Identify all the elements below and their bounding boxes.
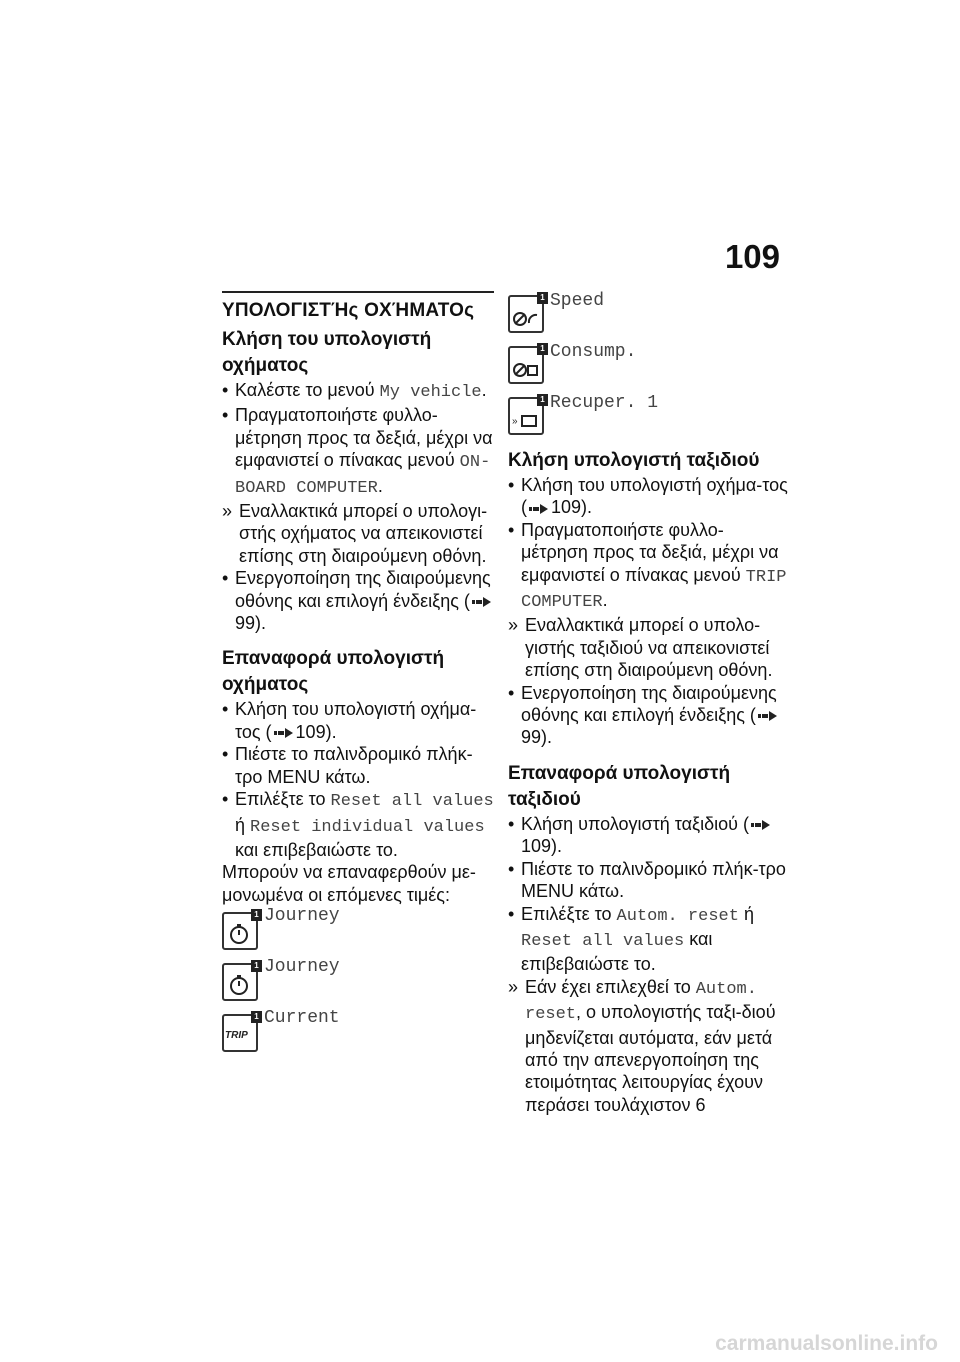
list-item: • Πραγματοποιήστε φυλλο-μέτρηση προς τα δεξιά, μέχρι να εμφανιστεί ο πίνακας μενού TRIP COMPUTER.: [508, 519, 787, 613]
heading-call-vehicle-computer: Κλήση του υπολογιστή οχήματος: [222, 329, 432, 376]
svg-text:»: »: [512, 416, 518, 427]
result-arrow-icon: »: [508, 615, 519, 636]
bullet-icon: •: [222, 405, 229, 426]
stopwatch-icon: 1: [222, 912, 258, 950]
paragraph: Μπορούν να επαναφερθούν με-μονωμένα οι επόμενες τιμές:: [222, 862, 476, 905]
bullet-icon: •: [508, 519, 515, 540]
bullet-icon: •: [222, 699, 229, 720]
page-number: 109: [724, 238, 780, 275]
list-item: • Κλήση του υπολογιστή οχήμα-τος ( 109).: [222, 699, 477, 742]
value-label: Consump.: [550, 342, 637, 362]
bullet-icon: •: [508, 903, 515, 924]
list-item: • Ενεργοποίηση της διαιρούμενης οθόνης και επιλογή ένδειξης (99).: [508, 682, 777, 748]
heading-call-trip-computer: Κλήση υπολογιστή ταξιδιού: [508, 450, 760, 471]
value-label: Journey: [264, 957, 340, 978]
value-row-journey: [222, 906, 494, 957]
bullet-icon: •: [508, 858, 515, 879]
bullet-icon: •: [222, 744, 229, 765]
list-item: • Πραγματοποιήστε φυλλο-μέτρηση προς τα δεξιά, μέχρι να εμφανιστεί ο πίνακας μενού ON-BOARD COMPUTER.: [222, 405, 493, 498]
page-ref-arrow-icon: [472, 596, 492, 608]
bullet-icon: •: [222, 380, 229, 400]
page-ref-link[interactable]: 109: [521, 836, 552, 857]
bullet-icon: •: [222, 568, 229, 589]
list-item: • Επιλέξτε το Autom. reset ή Reset all values και επιβεβαιώστε το.: [508, 903, 754, 975]
section-title: ΥΠΟΛΟΓΙΣΤΉς ΟΧΉΜΑΤΟς: [222, 300, 475, 321]
bullet-icon: •: [508, 475, 515, 495]
bullet-icon: •: [508, 682, 515, 703]
trip-icon: TRIP 1: [222, 1014, 258, 1052]
value-label: Current: [264, 1008, 340, 1029]
value-label: Journey: [264, 906, 340, 927]
value-row-current: [222, 1008, 494, 1059]
list-item: • Ενεργοποίηση της διαιρούμενης οθόνης και επιλογή ένδειξης (99).: [222, 568, 491, 634]
list-item: • Κλήση του υπολογιστή οχήμα-τος ( 109).: [508, 475, 788, 518]
list-item: » Εναλλακτικά μπορεί ο υπολο-γιστής ταξιδιού να απεικονιστεί επίσης στη διαιρούμενη οθόνη.: [508, 615, 773, 681]
page-ref-arrow-icon: [758, 710, 778, 722]
page-ref-link[interactable]: 109: [551, 497, 582, 518]
page-ref-link[interactable]: 99: [521, 727, 542, 748]
value-row-consumption: [508, 342, 790, 393]
list-item: • Κλήση υπολογιστή ταξιδιού (109).: [508, 813, 790, 858]
right-column: [508, 291, 790, 1116]
heading-reset-vehicle-computer: Επαναφορά υπολογιστή οχήματος: [222, 648, 445, 696]
list-item: • Πιέστε το παλινδρομικό πλήκ-τρο MENU κάτω.: [222, 744, 473, 787]
left-column: [222, 291, 494, 1059]
value-row-speed: [508, 291, 790, 342]
result-arrow-icon: »: [222, 501, 233, 522]
list-item: • Επιλέξτε το Reset all values ή Reset individual values και επιβεβαιώστε το.: [222, 789, 494, 860]
heading-reset-trip-computer: Επαναφορά υπολογιστή ταξιδιού: [508, 762, 731, 810]
value-row-journey: [222, 957, 494, 1008]
recuperation-icon: » 1: [508, 397, 544, 435]
result-arrow-icon: »: [508, 976, 519, 997]
value-label: Speed: [550, 291, 605, 311]
page-ref-link[interactable]: 99: [235, 613, 256, 634]
value-row-recuperation: [508, 393, 790, 444]
stopwatch-icon: 1: [222, 963, 258, 1001]
watermark: carmanualsonline.info: [715, 1332, 938, 1355]
list-item: • Πιέστε το παλινδρομικό πλήκ-τρο MENU κάτω.: [508, 858, 786, 902]
bullet-icon: •: [222, 789, 229, 810]
speed-icon: 1: [508, 295, 544, 333]
page-ref-link[interactable]: 109: [295, 721, 326, 742]
list-item: • Καλέστε το μενού My vehicle.: [222, 380, 487, 402]
list-item: » Εναλλακτικά μπορεί ο υπολογι-στής οχήματος να απεικονιστεί επίσης στη διαιρούμενη οθόνη.: [222, 501, 488, 566]
page-ref-arrow-icon: [529, 503, 549, 515]
page-ref-arrow-icon: [751, 819, 771, 831]
value-label: Recuper. 1: [550, 393, 659, 413]
page-ref-arrow-icon: [274, 727, 294, 739]
consumption-icon: 1: [508, 346, 544, 384]
bullet-icon: •: [508, 813, 515, 834]
list-item: » Εάν έχει επιλεχθεί το Autom. reset, ο υπολογιστής ταξι-διού μηδενίζεται αυτόματα, εάν μετά από την απενεργοποίηση της ετοιμότητας λειτουργίας έχουν περάσει τουλάχιστον 6: [508, 976, 776, 1115]
